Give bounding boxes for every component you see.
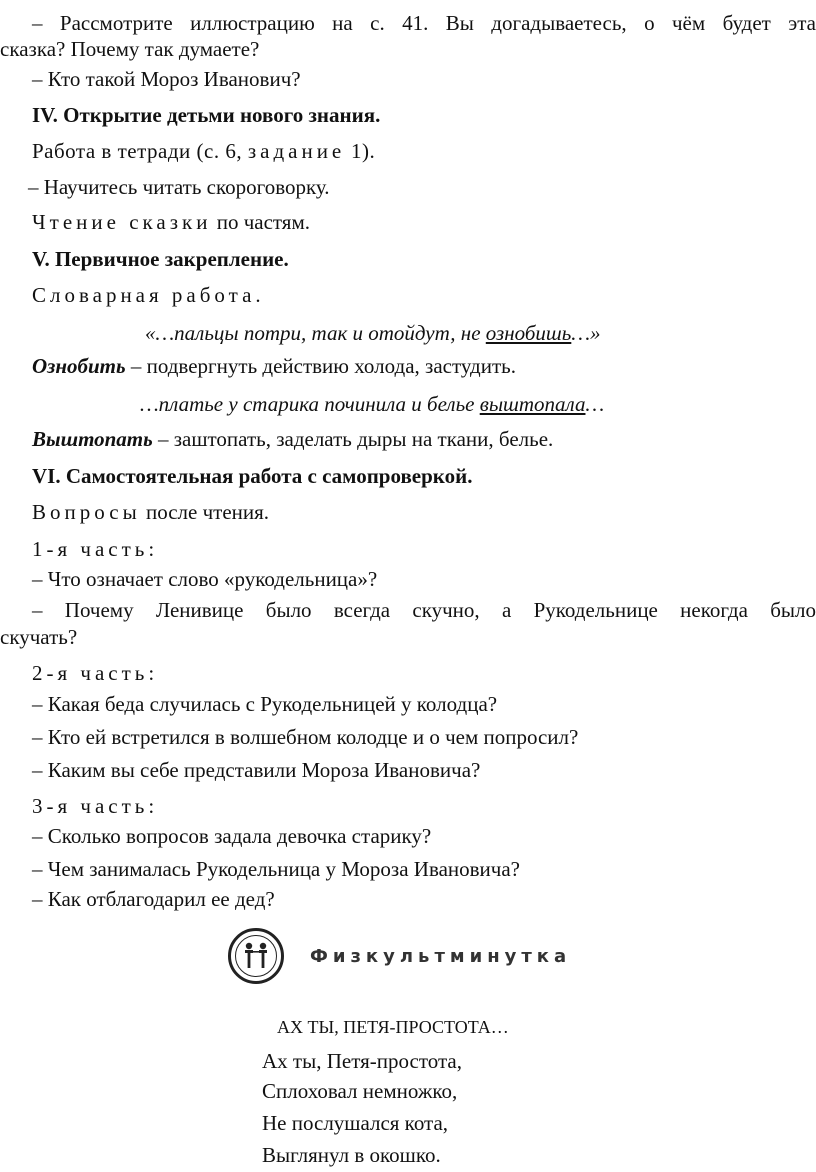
poem-line: Не послушался кота, <box>262 1111 449 1135</box>
physminute-header <box>228 928 571 984</box>
quote-line: «…пальцы потри, так и отойдут, не ознобишь…» <box>145 321 601 345</box>
text-line: Словарная работа. <box>32 283 265 307</box>
question-line: – Почему Ленивице было всегда скучно, а Рукодельнице некогда было <box>32 598 816 622</box>
question-line: – Как отблагодарил ее дед? <box>32 887 275 911</box>
text-line: Работа в тетради (с. 6, задание 1). <box>32 139 376 163</box>
question-line: – Какая беда случилась с Рукодельницей у колодца? <box>32 692 498 716</box>
section-heading: IV. Открытие детьми нового знания. <box>32 103 381 127</box>
definition-line: Выштопать – заштопать, заделать дыры на ткани, белье. <box>32 427 554 451</box>
question-line: – Кто ей встретился в волшебном колодце и о чем попросил? <box>32 725 579 749</box>
question-line: скучать? <box>0 625 78 649</box>
question-line: – Каким вы себе представили Мороза Ивановича? <box>32 758 481 782</box>
part-label: 3-я часть: <box>32 794 159 818</box>
text-line: сказка? Почему так думаете? <box>0 37 260 61</box>
physminute-title: Физкультминутка <box>310 945 572 967</box>
part-label: 2-я часть: <box>32 661 159 685</box>
section-heading: VI. Самостоятельная работа с самопроверкой. <box>32 464 473 488</box>
text-line: – Научитесь читать скороговорку. <box>28 175 330 199</box>
question-line: – Сколько вопросов задала девочка старику? <box>32 824 432 848</box>
quote-line: …платье у старика починила и белье выштопала… <box>140 392 605 416</box>
text-line: Вопросы после чтения. <box>32 500 270 524</box>
section-heading: V. Первичное закрепление. <box>32 247 289 271</box>
poem-title: АХ ТЫ, ПЕТЯ-ПРОСТОТА… <box>277 1017 509 1037</box>
text-line: – Кто такой Мороз Иванович? <box>32 67 301 91</box>
question-line: – Что означает слово «рукодельница»? <box>32 567 378 591</box>
text-line: – Рассмотрите иллюстрацию на с. 41. Вы догадываетесь, о чём будет эта <box>32 11 816 35</box>
text-line: Чтение сказки по частям. <box>32 210 311 234</box>
part-label: 1-я часть: <box>32 537 159 561</box>
two-children-icon <box>228 928 284 984</box>
question-line: – Чем занималась Рукодельница у Мороза Ивановича? <box>32 857 520 881</box>
poem-line: Сплоховал немножко, <box>262 1079 458 1103</box>
definition-line: Ознобить – подвергнуть действию холода, застудить. <box>32 354 516 378</box>
poem-line: Выглянул в окошко. <box>262 1143 441 1167</box>
poem-line: Ах ты, Петя-простота, <box>262 1049 462 1073</box>
